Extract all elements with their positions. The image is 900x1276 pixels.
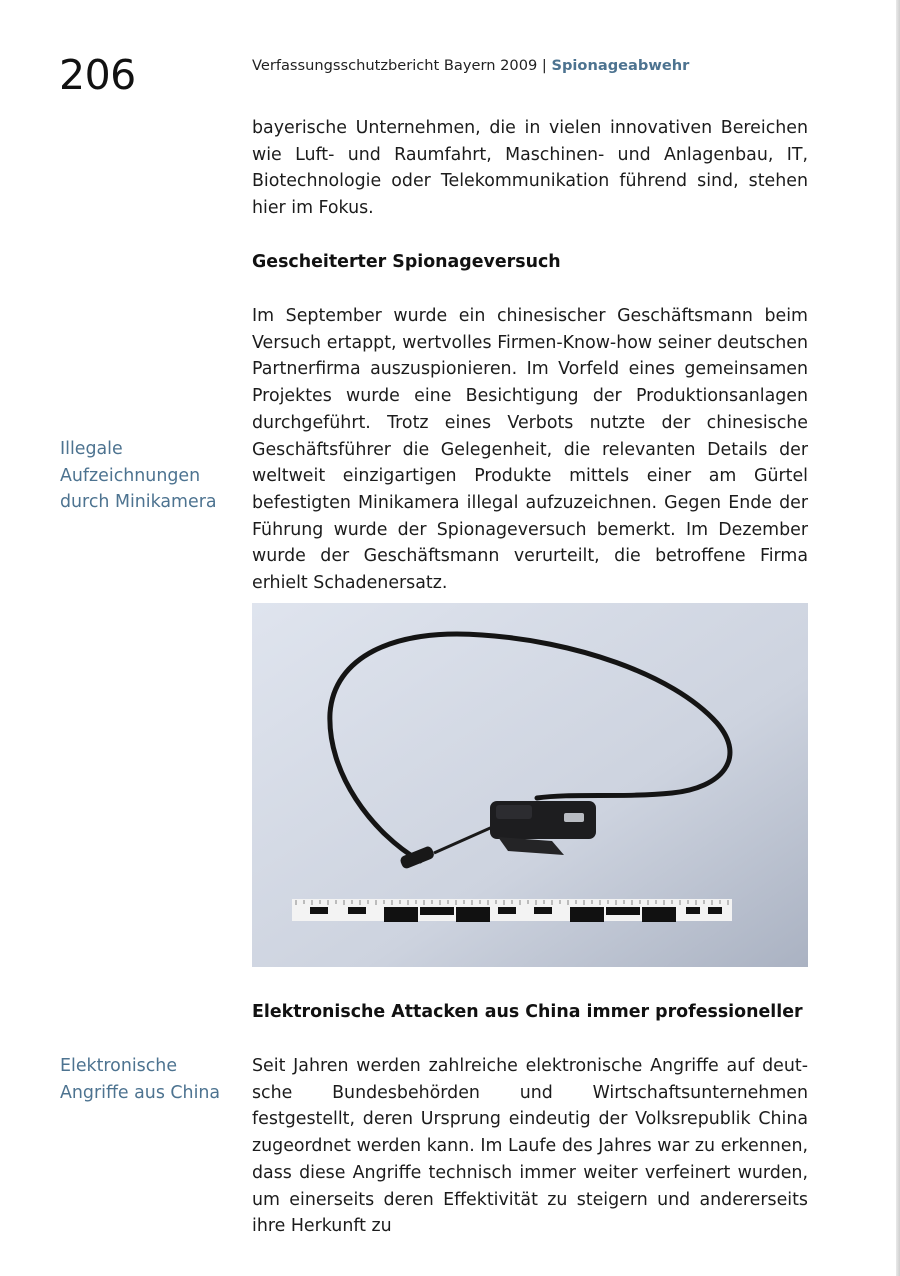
section-title: Spionageabwehr (551, 57, 690, 74)
section-heading-spionageversuch: Gescheiterter Spionageversuch (252, 252, 561, 272)
publication-title: Verfassungsschutzbericht Bayern 2009 | (252, 57, 552, 74)
minicamera-photo (252, 603, 808, 967)
page-number: 206 (59, 51, 136, 99)
margin-note-line: Illegale (60, 439, 123, 459)
spionageversuch-paragraph: Im September wurde ein chinesischer Geschäftsmann beim Versuch ertappt, wertvolles Firmen-Know-how seiner deutschen Partnerfirma auszuspionieren. Im Vorfeld eines gemeinsamen Projektes wurde eine Besichtigung der Produktionsanlagen durchgeführt. Trotz eines Verbots nutzte der chinesische Geschäftsführer die Gelegenheit, die relevanten Details der weltweit einzigartigen Produkte mittels einer am Gürtel befestigten Minikamera illegal aufzuzeichnen. Gegen Ende der Führung wurde der Spionageversuch bemerkt. Im Dezember wurde der Geschäftsmann verurteilt, die betroffene Firma erhielt Schadenersatz. (252, 306, 808, 594)
margin-note-line: Elektronische (60, 1056, 178, 1076)
page-edge-strip (896, 0, 900, 1276)
spionageversuch-paragraph-block (252, 303, 808, 597)
section-heading-elektronische-attacken: Elektronische Attacken aus China immer professioneller (252, 1002, 803, 1022)
margin-note-china (60, 1053, 240, 1106)
elektronische-angriffe-paragraph: Seit Jahren werden zahlreiche elektronische Angriffe auf deutsche Bundesbehörden und Wirtschaftsunternehmen festgestellt, deren Ursprung eindeutig der Volksrepublik China zugeordnet werden kann. Im Laufe des Jahres war zu erkennen, dass diese Angriffe technisch immer weiter verfeinert wurden, um einerseits deren Effektivität zu steigern und andererseits ihre Herkunft zu (252, 1056, 808, 1237)
margin-note-line: Aufzeichnungen (60, 465, 201, 486)
intro-paragraph: bayerische Unternehmen, die in vielen innovativen Bereichen wie Luft- und Raumfahrt, Maschinen- und Anlagenbau, IT, Biotechnologie oder Telekommunikation führend sind, stehen hier im Fokus. (252, 118, 808, 219)
minicamera-lanyard-icon (252, 603, 808, 967)
elektronische-angriffe-paragraph-block (252, 1053, 808, 1240)
margin-note-minikamera (60, 436, 240, 516)
margin-note-line: Angriffe aus China (60, 1082, 221, 1103)
intro-paragraph-block (252, 115, 808, 222)
margin-note-line: durch Minikamera (60, 492, 217, 513)
running-header (252, 57, 689, 75)
